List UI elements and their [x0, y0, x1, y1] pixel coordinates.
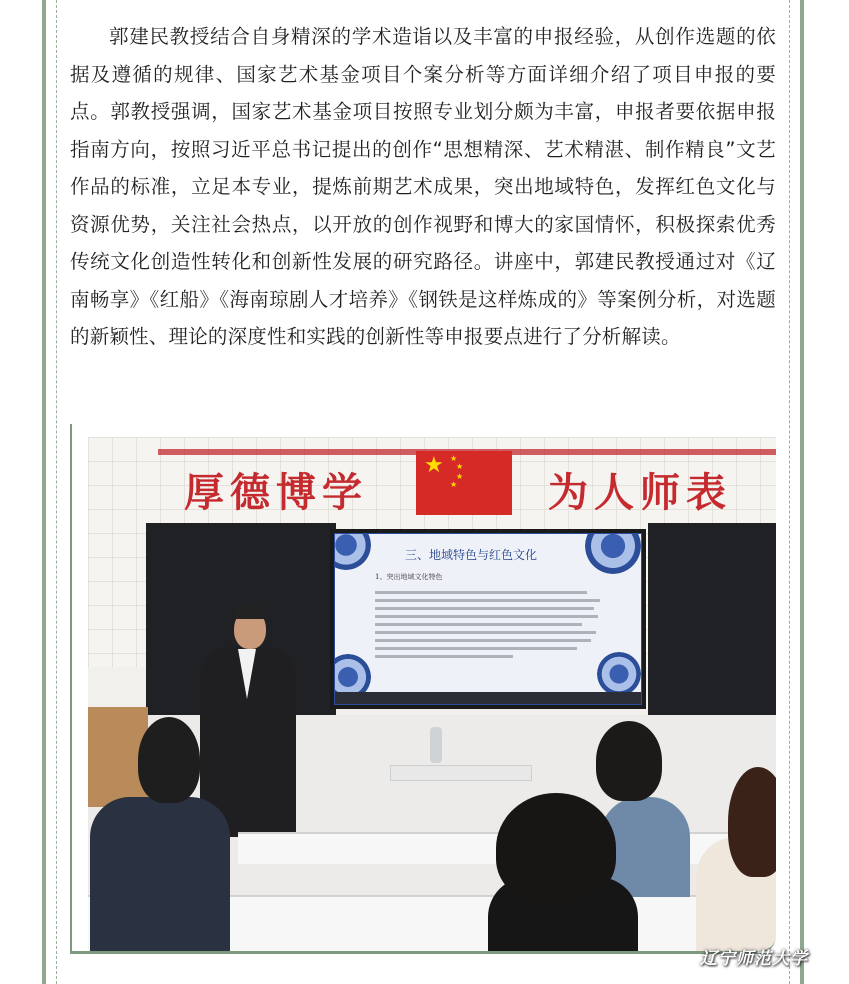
- slide-title: 三、地域特色与红色文化: [405, 548, 538, 562]
- water-bottle: [430, 727, 442, 763]
- flower-decoration-icon: [334, 533, 371, 570]
- student-far-right-hair: [728, 767, 776, 877]
- national-flag-icon: ★ ★ ★ ★ ★: [416, 451, 512, 515]
- lectern-table: [390, 765, 532, 781]
- slide-subtitle: 1、突出地域文化特色: [375, 573, 443, 581]
- student-right-head: [596, 721, 662, 801]
- student-left-body: [90, 797, 230, 953]
- lecture-photo: [88, 437, 776, 953]
- student-left-head: [138, 717, 200, 803]
- flower-decoration-icon: [585, 533, 641, 574]
- photo-frame: [70, 424, 776, 954]
- slide-body-text: [375, 586, 605, 663]
- slide-toolbar: [335, 692, 641, 704]
- motto-right-text: 为人师表: [548, 469, 732, 516]
- blackboard-right: [648, 523, 776, 715]
- university-watermark: 辽宁师范大学: [700, 949, 808, 969]
- article-paragraph: 郭建民教授结合自身精深的学术造诣以及丰富的申报经验，从创作选题的依据及遵循的规律、国家艺术基金项目个案分析等方面详细介绍了项目申报的要点。郭教授强调，国家艺术基金项目按照专业划分颇为丰富，申报者要依据申报指南方向，按照习近平总书记提出的创作“思想精深、艺术精湛、制作精良”文艺作品的标准，立足本专业，提炼前期艺术成果，突出地域特色，发挥红色文化与资源优势，关注社会热点，以开放的创作视野和博大的家国情怀，积极探索优秀传统文化创造性转化和创新性发展的研究路径。讲座中，郭建民教授通过对《辽南畅享》《红船》《海南琼剧人才培养》《钢铁是这样炼成的》等案例分析，对选题的新颖性、理论的深度性和实践的创新性等申报要点进行了分析解读。: [70, 25, 776, 348]
- motto-left-text: 厚德博学: [184, 469, 368, 516]
- presentation-slide: [334, 533, 642, 705]
- projection-screen: [330, 529, 646, 709]
- speaker-hair: [234, 605, 266, 619]
- student-center-head: [496, 793, 616, 903]
